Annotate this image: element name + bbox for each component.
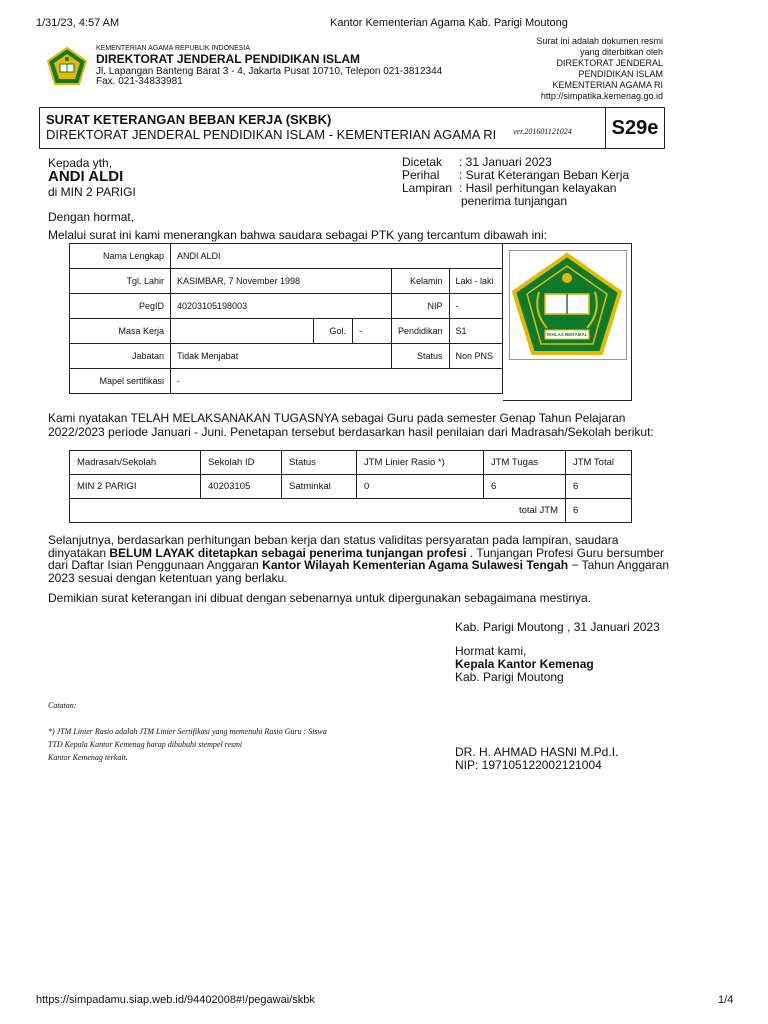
note-url: http://simpatika.kemenag.go.id bbox=[540, 91, 663, 101]
header-cell: Sekolah ID bbox=[201, 451, 282, 475]
nama-label: Nama Lengkap bbox=[70, 244, 171, 269]
kemenag-emblem-icon bbox=[511, 252, 623, 356]
nama-value: ANDI ALDI bbox=[171, 244, 503, 269]
total-row bbox=[70, 499, 632, 523]
kelamin-label: Kelamin bbox=[392, 269, 450, 294]
notes-list bbox=[48, 725, 327, 764]
decision-text-bold: ditetapkan sebagai penerima tunjangan profesi bbox=[194, 545, 467, 560]
greeting: Dengan hormat, bbox=[48, 210, 135, 224]
nip-label: NIP bbox=[392, 294, 450, 319]
hormat-text: Hormat kami, bbox=[455, 644, 527, 658]
note-line: PENDIDIKAN ISLAM bbox=[578, 69, 663, 79]
recipient-location: di MIN 2 PARIGI bbox=[48, 185, 136, 199]
signer-info bbox=[455, 746, 618, 772]
header-cell: JTM Linier Rasio *) bbox=[357, 451, 484, 475]
decision-text: . Tunjangan Profesi Guru bersumber bbox=[466, 545, 665, 560]
perihal-value: : Surat Keterangan Beban Kerja bbox=[459, 168, 630, 182]
lampiran-value: : Hasil perhitungan kelayakan bbox=[459, 181, 617, 195]
kepada-label: Kepada yth, bbox=[48, 156, 113, 170]
paragraph-statement bbox=[48, 411, 654, 439]
cell-school-id: 40203105 bbox=[201, 475, 282, 499]
cell-jtm-linier: 0 bbox=[357, 475, 484, 499]
pegid-value: 40203105198003 bbox=[171, 294, 392, 319]
kanwil-name: Kantor Wilayah Kementerian Agama Sulawesi Tengah bbox=[262, 558, 569, 572]
nip-value: - bbox=[449, 294, 502, 319]
profile-table bbox=[69, 243, 503, 394]
header-cell: JTM Tugas bbox=[484, 451, 566, 475]
perihal-label: Perihal bbox=[402, 168, 440, 182]
meta-labels bbox=[402, 156, 452, 195]
intro-text: Melalui surat ini kami menerangkan bahwa saudara sebagai PTK yang tercantum dibawah ini: bbox=[48, 228, 547, 242]
note-line: yang diterbitkan oleh bbox=[579, 47, 663, 57]
gol-label: Gol. bbox=[314, 319, 353, 344]
note-item: TTD Kepala Kantor Kemenag harap dibubuhi stempel resmi bbox=[48, 740, 243, 749]
table-row bbox=[70, 475, 632, 499]
version-label: ver.201601121024 bbox=[513, 127, 572, 136]
form-code: S29e bbox=[605, 108, 664, 148]
emblem-motto: IKHLAS BERAMAL bbox=[547, 332, 588, 337]
meta-values bbox=[459, 156, 629, 208]
lampiran-value-cont: penerima tunjangan bbox=[461, 194, 568, 208]
document-title: SURAT KETERANGAN BEBAN KERJA (SKBK) bbox=[46, 112, 332, 127]
print-url: https://simpadamu.siap.web.id/94402008#!/pegawai/skbk bbox=[36, 994, 315, 1006]
photo-box bbox=[503, 243, 632, 401]
statement-line: 2022/2023 periode Januari - Juni. Penetapan tersebut berdasarkan hasil penilaian dari Madrasah/Sekolah berikut: bbox=[48, 425, 654, 439]
decision-line: 2023 sesuai dengan ketentuan yang berlaku. bbox=[48, 570, 288, 585]
school-table-header bbox=[70, 451, 632, 475]
note-line: KEMENTERIAN AGAMA RI bbox=[552, 80, 663, 90]
note-line: DIREKTORAT JENDERAL bbox=[556, 58, 663, 68]
header-cell: JTM Total bbox=[566, 451, 632, 475]
pend-label: Pendidikan bbox=[392, 319, 450, 344]
cell-status: Satminkal bbox=[282, 475, 357, 499]
print-page-number: 1/4 bbox=[718, 994, 734, 1006]
note-line: Surat ini adalah dokumen resmi bbox=[536, 36, 663, 46]
cell-jtm-tugas: 6 bbox=[484, 475, 566, 499]
cell-jtm-total: 6 bbox=[566, 475, 632, 499]
signer-nip: NIP: 197105122002121004 bbox=[455, 758, 602, 772]
signer-office: Kab. Parigi Moutong bbox=[455, 670, 564, 684]
recipient-name: ANDI ALDI bbox=[48, 168, 124, 185]
title-box bbox=[39, 107, 665, 149]
dicetak-value: : 31 Januari 2023 bbox=[459, 155, 552, 169]
decision-text: − Tahun Anggaran bbox=[568, 558, 670, 572]
print-page-title: Kantor Kementerian Agama Kab. Parigi Moutong bbox=[330, 17, 568, 29]
decision-line bbox=[48, 559, 688, 572]
print-datetime: 1/31/23, 4:57 AM bbox=[36, 17, 120, 29]
paragraph-decision bbox=[48, 534, 688, 584]
mapel-value: - bbox=[171, 369, 503, 394]
masa-label: Masa Kerja bbox=[70, 319, 171, 344]
document-subtitle: DIREKTORAT JENDERAL PENDIDIKAN ISLAM - KEMENTERIAN AGAMA RI bbox=[46, 127, 497, 142]
header-cell: Madrasah/Sekolah bbox=[70, 451, 201, 475]
dicetak-label: Dicetak bbox=[402, 155, 443, 169]
total-value: 6 bbox=[566, 499, 632, 523]
decision-text: dinyatakan bbox=[48, 545, 110, 560]
ministry-name: KEMENTERIAN AGAMA REPUBLIK INDONESIA bbox=[96, 45, 251, 52]
header-fax: Fax. 021-34833981 bbox=[96, 76, 183, 87]
note-item: *) JTM Linier Rasio adalah JTM Linier Sertifikasi yang memenuhi Rasio Guru : Siswa bbox=[48, 727, 327, 736]
jabatan-label: Jabatan bbox=[70, 344, 171, 369]
decision-text: dari Daftar Isian Penggunaan Anggaran bbox=[48, 558, 263, 572]
ttl-value: KASIMBAR, 7 November 1998 bbox=[171, 269, 392, 294]
kelamin-value: Laki - laki bbox=[449, 269, 502, 294]
masa-value bbox=[171, 319, 314, 344]
signer-name: DR. H. AHMAD HASNI M.Pd.I. bbox=[455, 745, 619, 759]
header-address: Jl. Lapangan Banteng Barat 3 - 4, Jakarta Pusat 10710, Telepon 021-3812344 bbox=[96, 66, 443, 77]
closing-text: Demikian surat keterangan ini dibuat dengan sebenarnya untuk dipergunakan sebagaimana mestinya. bbox=[48, 591, 592, 605]
place-date: Kab. Parigi Moutong , 31 Januari 2023 bbox=[455, 620, 660, 634]
official-note bbox=[463, 36, 663, 102]
status-value: Non PNS bbox=[449, 344, 502, 369]
status-label: Status bbox=[392, 344, 450, 369]
directorate-name: DIREKTORAT JENDERAL PENDIDIKAN ISLAM bbox=[96, 52, 361, 66]
note-item: Kantor Kemenag terkait. bbox=[48, 753, 128, 762]
school-table bbox=[69, 450, 632, 523]
signer-position: Kepala Kantor Kemenag bbox=[455, 657, 594, 671]
lampiran-label: Lampiran bbox=[402, 181, 453, 195]
cell-school: MIN 2 PARIGI bbox=[70, 475, 201, 499]
notes-label: Catatan: bbox=[48, 701, 77, 710]
kemenag-logo-icon bbox=[46, 46, 88, 86]
header-cell: Status bbox=[282, 451, 357, 475]
pegid-label: PegID bbox=[70, 294, 171, 319]
mapel-label: Mapel sertifikasi bbox=[70, 369, 171, 394]
decision-line: Selanjutnya, berdasarkan perhitungan beban kerja dan status validitas persyaratan pada lampiran, saudara bbox=[48, 533, 619, 547]
statement-line: Kami nyatakan TELAH MELAKSANAKAN TUGASNYA sebagai Guru pada semester Genap Tahun Pelajaran bbox=[48, 411, 626, 425]
signature-block bbox=[455, 645, 594, 684]
pend-value: S1 bbox=[449, 319, 502, 344]
jabatan-value: Tidak Menjabat bbox=[171, 344, 392, 369]
eligibility-status: BELUM LAYAK bbox=[109, 545, 195, 560]
total-label: total JTM bbox=[70, 499, 566, 523]
gol-value: - bbox=[353, 319, 392, 344]
ttl-label: Tgl. Lahir bbox=[70, 269, 171, 294]
